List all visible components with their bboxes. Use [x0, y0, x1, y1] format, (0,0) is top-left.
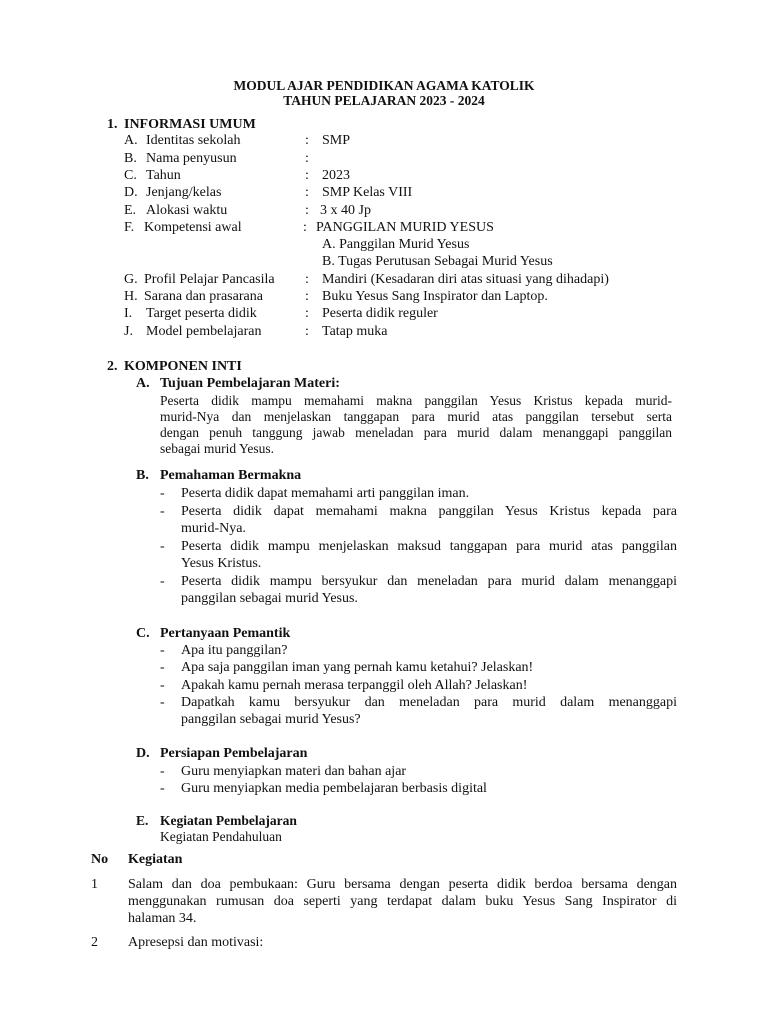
paragraph-line: murid-Nya dan menjelaskan tanggapan para murid atas panggilan tersebut serta — [160, 409, 672, 424]
info-letter: F. — [124, 220, 135, 235]
row-number: 1 — [91, 877, 98, 892]
info-value: SMP Kelas VIII — [322, 185, 413, 200]
info-letter: B. — [124, 151, 137, 166]
bullet-dash: - — [160, 781, 165, 796]
row-text: halaman 34. — [128, 911, 197, 926]
list-item: Apa saja panggilan iman yang pernah kamu ketahui? Jelaskan! — [181, 660, 534, 675]
paragraph-line: sebagai murid Yesus. — [160, 441, 274, 456]
info-letter: E. — [124, 203, 137, 218]
kompetensi-sub-item: A. Panggilan Murid Yesus — [322, 237, 470, 252]
info-colon: : — [305, 168, 309, 183]
bullet-dash: - — [160, 643, 165, 658]
row-text: menggunakan rumusan doa seperti yang terdapat dalam buku Yesus Sang Inspirator di — [128, 894, 677, 909]
info-colon: : — [305, 324, 309, 339]
list-item: Guru menyiapkan media pembelajaran berbasis digital — [181, 781, 487, 796]
subsection-b-title: Pemahaman Bermakna — [160, 468, 302, 483]
bullet-dash: - — [160, 678, 165, 693]
info-value: Peserta didik reguler — [322, 306, 438, 321]
info-label: Tahun — [146, 168, 181, 183]
section2-title: KOMPONEN INTI — [124, 359, 242, 374]
subsection-b-letter: B. — [136, 468, 149, 483]
section2-number: 2. — [107, 359, 118, 374]
section1-title: INFORMASI UMUM — [124, 117, 256, 132]
info-label: Alokasi waktu — [146, 203, 228, 218]
bullet-dash: - — [160, 486, 165, 501]
subsection-e-title: Kegiatan Pembelajaran — [160, 813, 297, 828]
bullet-dash: - — [160, 764, 165, 779]
list-item: Apakah kamu pernah merasa terpanggil oleh Allah? Jelaskan! — [181, 678, 528, 693]
info-letter: G. — [124, 272, 138, 287]
info-letter: D. — [124, 185, 138, 200]
list-item: Peserta didik mampu bersyukur dan meneladan para murid dalam menanggapi — [181, 574, 677, 589]
subsection-c-letter: C. — [136, 626, 150, 641]
info-label: Identitas sekolah — [146, 133, 241, 148]
info-label: Jenjang/kelas — [146, 185, 222, 200]
bullet-dash: - — [160, 504, 165, 519]
info-colon: : — [305, 306, 309, 321]
info-value: 3 x 40 Jp — [320, 203, 371, 218]
info-label: Target peserta didik — [146, 306, 257, 321]
subsection-a-title: Tujuan Pembelajaran Materi: — [160, 376, 340, 391]
paragraph-line: dengan penuh tanggung jawab meneladan para murid dalam menanggapi panggilan — [160, 425, 672, 440]
bullet-dash: - — [160, 660, 165, 675]
info-label: Kompetensi awal — [144, 220, 242, 235]
document-title-line1: MODUL AJAR PENDIDIKAN AGAMA KATOLIK — [233, 78, 535, 93]
info-value: PANGGILAN MURID YESUS — [316, 220, 494, 235]
info-colon: : — [305, 133, 309, 148]
list-item: Guru menyiapkan materi dan bahan ajar — [181, 764, 407, 779]
info-label: Nama penyusun — [146, 151, 237, 166]
list-item-cont: Yesus Kristus. — [181, 556, 262, 571]
info-value: Buku Yesus Sang Inspirator dan Laptop. — [322, 289, 548, 304]
list-item: Peserta didik dapat memahami arti panggilan iman. — [181, 486, 470, 501]
bullet-dash: - — [160, 539, 165, 554]
list-item: Peserta didik dapat memahami makna panggilan Yesus Kristus kepada para — [181, 504, 677, 519]
bullet-dash: - — [160, 695, 165, 710]
subsection-d-letter: D. — [136, 746, 150, 761]
subsection-e-letter: E. — [136, 813, 149, 828]
column-header-kegiatan: Kegiatan — [128, 852, 183, 867]
paragraph-line: Peserta didik mampu memahami makna panggilan Yesus Kristus kepada murid- — [160, 393, 672, 408]
list-item: Peserta didik mampu menjelaskan maksud tanggapan para murid atas panggilan — [181, 539, 677, 554]
info-letter: C. — [124, 168, 137, 183]
list-item-cont: panggilan sebagai murid Yesus? — [181, 712, 361, 727]
list-item-cont: murid-Nya. — [181, 521, 246, 536]
subsection-d-title: Persiapan Pembelajaran — [160, 746, 308, 761]
document-title-line2: TAHUN PELAJARAN 2023 - 2024 — [283, 93, 485, 108]
info-value: SMP — [322, 133, 351, 148]
row-text: Apresepsi dan motivasi: — [128, 935, 264, 950]
list-item-cont: panggilan sebagai murid Yesus. — [181, 591, 358, 606]
info-colon: : — [303, 220, 307, 235]
info-letter: H. — [124, 289, 138, 304]
info-colon: : — [305, 185, 309, 200]
row-number: 2 — [91, 935, 98, 950]
list-item: Dapatkah kamu bersyukur dan meneladan para murid dalam menanggapi — [181, 695, 677, 710]
info-colon: : — [305, 203, 309, 218]
info-colon: : — [305, 272, 309, 287]
list-item: Apa itu panggilan? — [181, 643, 288, 658]
bullet-dash: - — [160, 574, 165, 589]
kompetensi-sub-item: B. Tugas Perutusan Sebagai Murid Yesus — [322, 254, 553, 269]
subsection-e-subtitle: Kegiatan Pendahuluan — [160, 829, 282, 844]
info-value: Tatap muka — [322, 324, 388, 339]
info-value: 2023 — [322, 168, 350, 183]
section1-number: 1. — [107, 117, 118, 132]
info-letter: I. — [124, 306, 133, 321]
info-letter: J. — [124, 324, 133, 339]
info-colon: : — [305, 289, 309, 304]
subsection-a-letter: A. — [136, 376, 150, 391]
row-text: Salam dan doa pembukaan: Guru bersama dengan peserta didik berdoa bersama dengan — [128, 877, 677, 892]
column-header-no: No — [91, 852, 109, 867]
info-label: Sarana dan prasarana — [144, 289, 263, 304]
info-colon: : — [305, 151, 309, 166]
info-label: Model pembelajaran — [146, 324, 262, 339]
info-label: Profil Pelajar Pancasila — [144, 272, 275, 287]
info-value: Mandiri (Kesadaran diri atas situasi yang dihadapi) — [322, 272, 609, 287]
subsection-c-title: Pertanyaan Pemantik — [160, 626, 291, 641]
info-letter: A. — [124, 133, 138, 148]
